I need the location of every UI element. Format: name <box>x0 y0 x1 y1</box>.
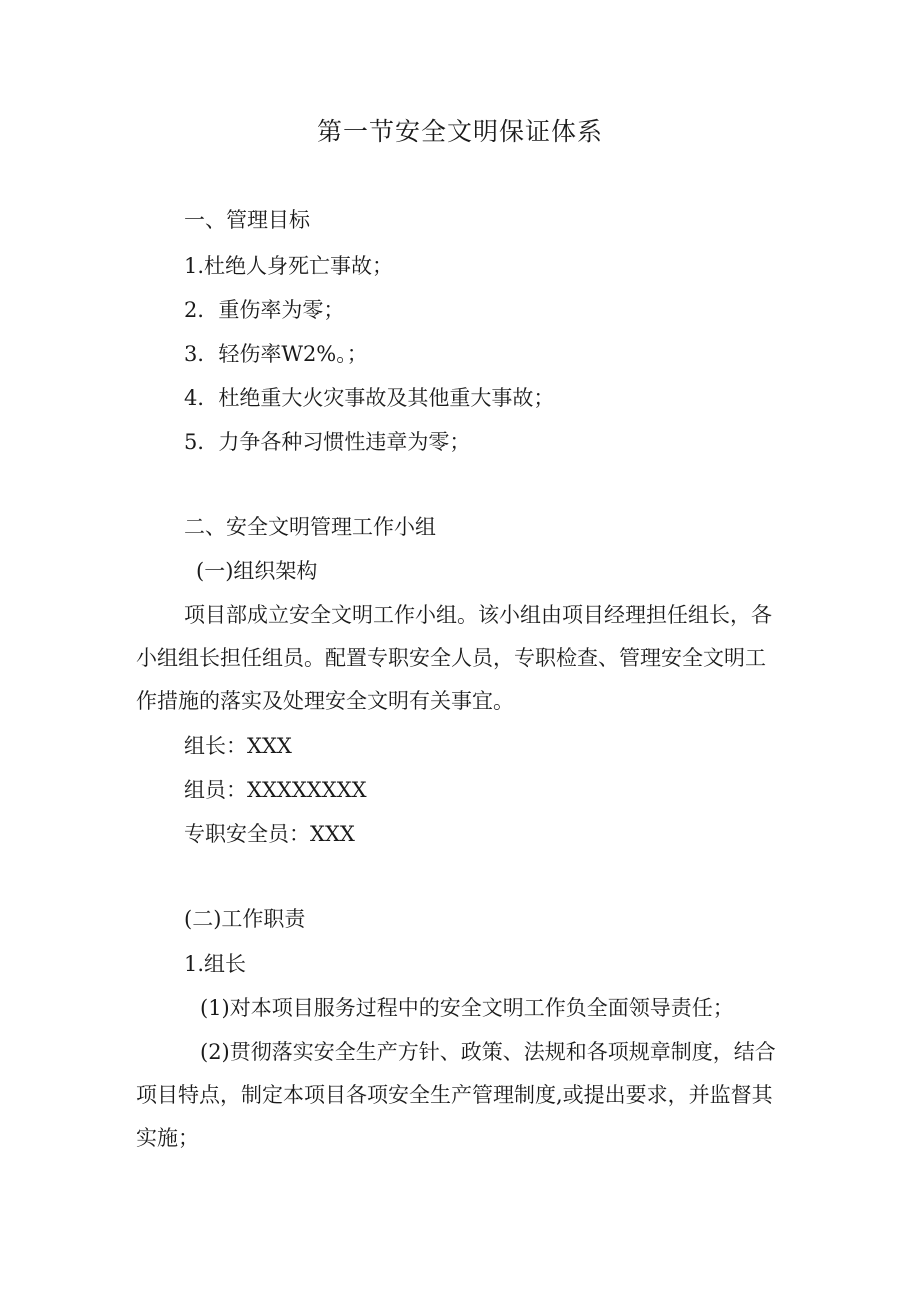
role-leader-heading: 1.组长 <box>184 952 247 976</box>
goal-item-4: 4．杜绝重大火灾事故及其他重大事故； <box>184 386 555 410</box>
goal-item-1: 1.杜绝人身死亡事故； <box>184 254 394 278</box>
goal-item-2: 2．重伤率为零； <box>184 298 345 322</box>
duty-item-2: (2)贯彻落实安全生产方针、政策、法规和各项规章制度，结合项目特点，制定本项目各项安全生产管理制度,或提出要求，并监督其实施； <box>136 1040 776 1150</box>
subheading-duties: (二)工作职责 <box>184 907 306 931</box>
members-line: 组员：XXXXXXXX <box>184 778 367 802</box>
section-heading-working-group: 二、安全文明管理工作小组 <box>184 515 436 539</box>
section-heading-management-goals: 一、管理目标 <box>184 208 310 232</box>
duty-item-1: (1)对本项目服务过程中的安全文明工作负全面领导责任； <box>200 996 734 1020</box>
goal-item-5: 5．力争各种习惯性违章为零； <box>184 430 471 454</box>
leader-line: 组长：XXX <box>184 734 292 758</box>
goal-item-3: 3．轻伤率W2%。； <box>184 342 368 366</box>
safety-officer-line: 专职安全员：XXX <box>184 822 355 846</box>
subheading-org-structure: (一)组织架构 <box>196 559 318 583</box>
page-title: 第一节安全文明保证体系 <box>316 117 603 146</box>
org-structure-paragraph: 项目部成立安全文明工作小组。该小组由项目经理担任组长，各小组组长担任组员。配置专职安全人员，专职检查、管理安全文明工作措施的落实及处理安全文明有关事宜。 <box>136 603 772 713</box>
